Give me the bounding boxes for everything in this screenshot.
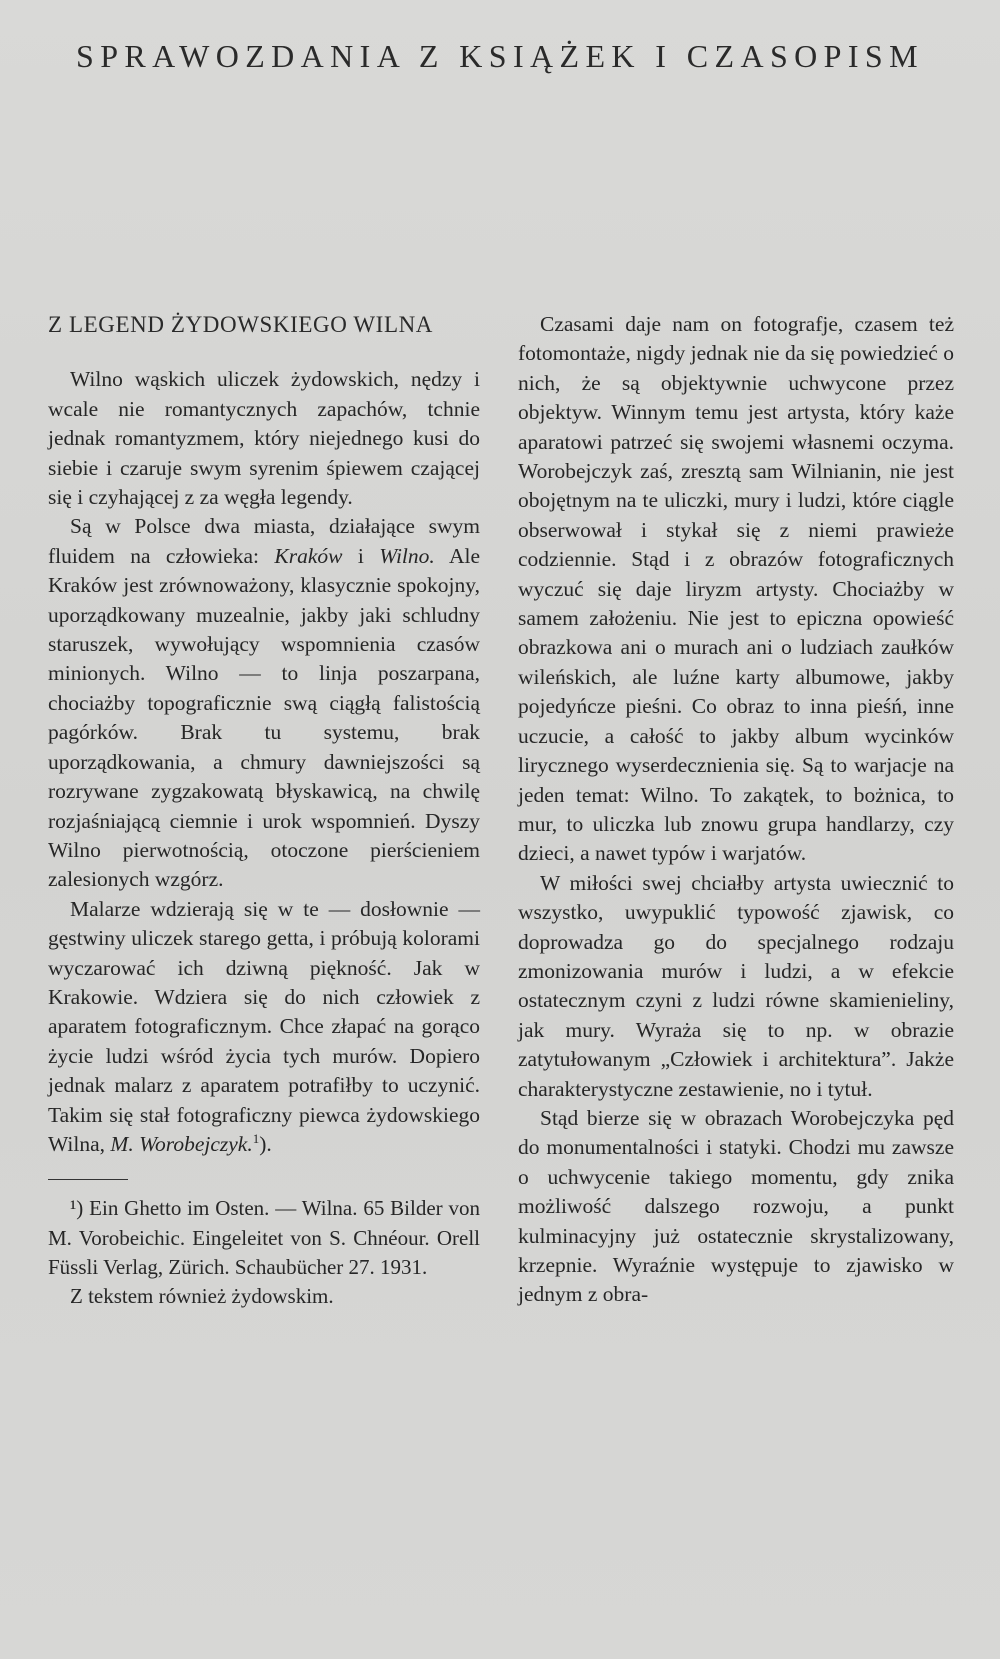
footnote-text	[48, 1194, 480, 1282]
footnote-reference: 1	[252, 1130, 260, 1146]
author-name: M. Worobejczyk.	[110, 1131, 253, 1156]
footnote	[48, 1194, 480, 1311]
paragraph-text: Ale Kraków jest zrównoważony, klasycznie spokojny, uporządkowany muzealnie, jakby jaki schludny staruszek, wywołujący wspomnienia czasów minionych. Wilno — to linja poszarpana, chociażby topograficznie swą ciągłą falistością pagórków. Brak tu systemu, brak uporządkowania, a chmury dawniejszości są rozrywane zygzakowatą błyskawicą, na chwilę rozjaśniającą ciemnie i urok wspomnień. Dyszy Wilno pierwotnością, otoczone pierścieniem zalesionych wzgórz.	[48, 543, 481, 892]
footnote-divider	[48, 1179, 128, 1180]
conjunction: i	[357, 543, 364, 568]
paragraph: Wilno wąskich uliczek żydowskich, nędzy i wcale nie romantycznych zapachów, tchnie jednak romantyzmem, który niejednego kusi do siebie i czaruje swym syrenim śpiewem czającej się i czyhającej z za węgła legendy.	[48, 367, 480, 510]
footnote-citation: Ein Ghetto im Osten. — Wilna. 65 Bilder von M. Vorobeichic. Eingeleitet von S. Chnéour. Orell Füssli Verlag, Zürich. Schaubücher 27. 1931.	[48, 1196, 481, 1279]
paragraph: W miłości swej chciałby artysta uwiecznić to wszystko, uwypuklić typowość zjawisk, co doprowadza go do specjalnego rodzaju zmonizowania murów i ludzi, a w efekcie ostatecznym czyni z ludzi równe skamienieliny, jak mury. Wyraża się to np. w obrazie zatytułowanym „Człowiek i architektura”. Jakże charakterystyczne zestawienie, no i tytuł.	[518, 870, 954, 1101]
footnote-note: Z tekstem również żydowskim.	[70, 1283, 334, 1308]
paragraph: Czasami daje nam on fotografje, czasem też fotomontaże, nigdy jednak nie da się powiedzieć o nich, że są objektywnie uchwycone przez objektyw. Winnym temu jest artysta, który każe aparatowi patrzeć się swojemi własnemi oczyma. Worobejczyk zaś, zresztą sam Wilnianin, nie jest obojętnym na te uliczki, mury i ludzi, które ciągle obserwował i stykał się z niemi prawieże codziennie. Stąd i z obrazów fotograficznych wyczuć się daje liryzm artysty. Chociażby w samem założeniu. Nie jest to epiczna opowieść obrazkowa ani o murach ani o ludziach zaułków wileńskich, ale luźne karty albumowe, jakby pojedyńcze pieśni. Co obraz to inna pieśń, inne uczucie, a całość to jakby album wycinków lirycznego wyserdecznienia się. Są to warjacje na jeden temat: Wilno. To zakątek, to bożnica, to mur, to uliczka lub znowu grupa handlarzy, czy dzieci, a nawet typów i warjatów.	[518, 312, 954, 866]
left-column	[48, 310, 480, 1311]
paragraph	[48, 895, 480, 1160]
article-title: Z LEGEND ŻYDOWSKIEGO WILNA	[48, 312, 434, 337]
footnote-marker: ¹)	[70, 1196, 84, 1221]
paragraph-text: Są w Polsce dwa miasta, działające swym fluidem na człowieka:	[48, 514, 480, 568]
paragraph	[48, 512, 480, 894]
right-column	[518, 310, 954, 1310]
city-name-krakow: Kraków	[274, 543, 343, 568]
paragraph-text: Malarze wdzierają się w te — dosłownie — gęstwiny uliczek starego getta, i próbują kolorami wyczarować ich dziwną piękność. Jak w Krakowie. Wdziera się do nich człowiek z aparatem fotograficznym. Chce złapać na gorąco życie ludzi wśród życia tych murów. Dopiero jednak malarz z aparatem potrafiłby to uczynić. Takim się stał fotograficzny piewca żydowskiego Wilna,	[48, 896, 480, 1156]
footnote-reference-close: ).	[259, 1131, 272, 1156]
paragraph: Stąd bierze się w obrazach Worobejczyka pęd do monumentalności i statyki. Chodzi mu zawsze o uchwycenie takiego momentu, gdy znika możliwość dalszego rozwoju, a punkt kulminacyjny już ostatecznie skrystalizowany, krzepnie. Wyraźnie występuje to zjawisko w jednym z obra-	[518, 1105, 954, 1307]
city-name-wilno: Wilno.	[379, 543, 435, 568]
running-header: SPRAWOZDANIA Z KSIĄŻEK I CZASOPISM	[76, 38, 924, 74]
